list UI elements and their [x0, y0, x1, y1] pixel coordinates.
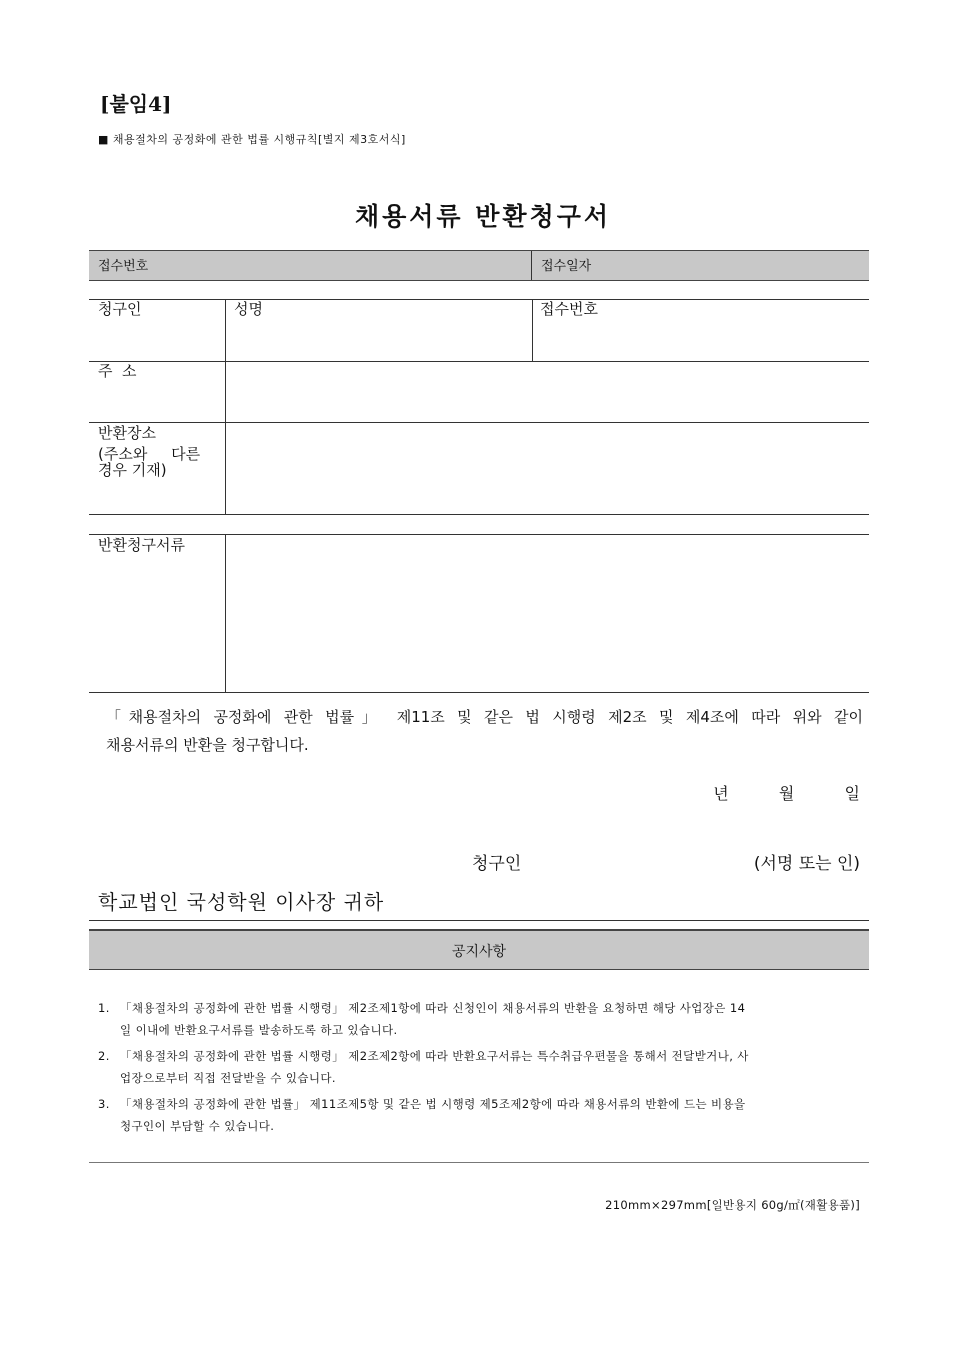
addressee: 학교법인 국성학원 이사장 귀하	[98, 890, 385, 914]
declaration-line1: 「채용절차의 공정화에 관한 법률」 제11조 및 같은 법 시행령 제2조 및 제4조에 따라 위와 같이	[106, 708, 863, 726]
address-field[interactable]	[226, 362, 868, 422]
notice-title: 공지사항	[451, 944, 507, 960]
notice-item-number: 1.	[98, 1001, 110, 1015]
notice-item-number: 2.	[98, 1049, 110, 1063]
documents-field[interactable]	[226, 535, 868, 692]
notice-header	[89, 929, 869, 970]
declaration-line2: 채용서류의 반환을 청구합니다.	[106, 736, 309, 754]
address-label: 주 소	[98, 362, 137, 380]
table-bottom-border	[89, 514, 869, 515]
documents-label: 반환청구서류	[98, 536, 185, 554]
footer-divider	[89, 1162, 869, 1163]
claimant-sign-label: 청구인	[472, 854, 522, 874]
form-title: 채용서류 반환청구서	[354, 202, 612, 231]
return-place-field[interactable]	[226, 423, 868, 514]
return-place-label-line2: (주소와 다른	[98, 445, 201, 463]
paper-spec: 210mm×297mm[일반용지 60g/㎡(재활용품)]	[605, 1198, 860, 1212]
claimant-label: 청구인	[98, 300, 142, 318]
name-column-divider	[532, 299, 533, 361]
receipt-number-label: 접수번호	[98, 259, 149, 274]
notice-item-text-cont: 일 이내에 반환요구서류를 발송하도록 하고 있습니다.	[120, 1023, 398, 1037]
documents-bottom-border	[89, 692, 869, 693]
signature-label: (서명 또는 인)	[753, 854, 860, 874]
notice-top-border	[89, 920, 869, 921]
notice-item-1	[98, 997, 860, 1041]
notice-item-text: 「채용절차의 공정화에 관한 법률」 제11조제5항 및 같은 법 시행령 제5조제2항에 따라 채용서류의 반환에 드는 비용을	[120, 1097, 746, 1111]
attachment-label: [붙임4]	[100, 92, 172, 116]
registration-number-field[interactable]: 접수번호	[540, 300, 598, 318]
notice-item-3	[98, 1093, 860, 1137]
notice-item-text-cont: 청구인이 부담할 수 있습니다.	[120, 1119, 275, 1133]
date-line: 년 월 일	[713, 784, 860, 803]
form-reference: ■ 채용절차의 공정화에 관한 법률 시행규칙[별지 제3호서식]	[98, 133, 406, 146]
return-place-label-line1: 반환장소	[98, 424, 156, 442]
notice-item-number: 3.	[98, 1097, 110, 1111]
table-top-border	[89, 299, 869, 300]
return-place-label-line3: 경우 기재)	[98, 461, 167, 479]
notice-item-text: 「채용절차의 공정화에 관한 법률 시행령」 제2조제1항에 따라 신청인이 채용서류의 반환을 요청하면 해당 사업장은 14	[120, 1001, 746, 1015]
receipt-divider	[531, 251, 532, 280]
name-field[interactable]: 성명	[234, 300, 263, 318]
notice-item-text-cont: 업장으로부터 직접 전달받을 수 있습니다.	[120, 1071, 336, 1085]
receipt-row	[89, 250, 869, 281]
notice-item-text: 「채용절차의 공정화에 관한 법률 시행령」 제2조제2항에 따라 반환요구서류는 특수취급우편물을 통해서 전달받거나, 사	[120, 1049, 749, 1063]
notice-item-2	[98, 1045, 860, 1089]
receipt-date-label: 접수일자	[541, 259, 592, 274]
